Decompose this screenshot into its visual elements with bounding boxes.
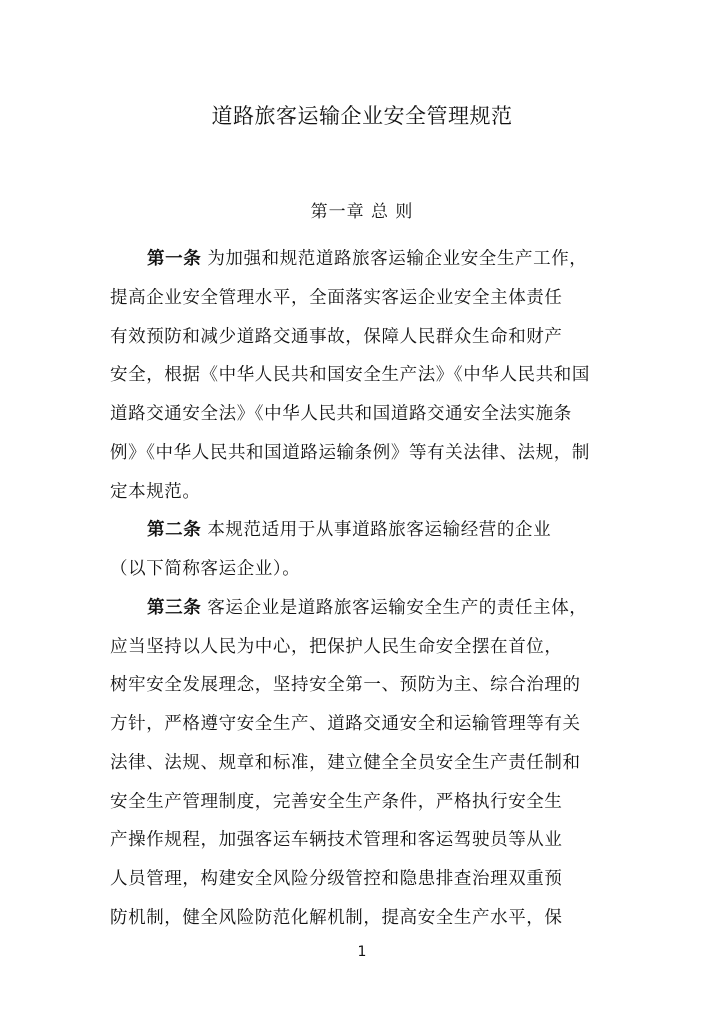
article-3-line-5: 法律、法规、规章和标准，建立健全全员安全生产责任制和 — [110, 752, 581, 773]
page-number: 1 — [357, 944, 367, 960]
article-3-line-7: 产操作规程，加强客运车辆技术管理和客运驾驶员等从业 — [110, 830, 563, 851]
article-1-line-6: 例》《中华人民共和国道路运输条例》等有关法律、法规，制 — [110, 442, 590, 463]
article-1-line-5: 道路交通安全法》《中华人民共和国道路交通安全法实施条 — [110, 404, 572, 424]
body-text — [110, 240, 625, 938]
article-2-label: 第二条 — [147, 520, 202, 541]
article-3-line-3: 树牢安全发展理念，坚持安全第一、预防为主、综合治理的 — [110, 675, 581, 696]
article-3-line-8: 人员管理，构建安全风险分级管控和隐患排查治理双重预 — [110, 869, 563, 889]
article-3-line-2: 应当坚持以人民为中心，把保护人民生命安全摆在首位， — [110, 636, 563, 657]
article-3-line-4: 方针，严格遵守安全生产、道路交通安全和运输管理等有关 — [110, 714, 581, 734]
article-1-label: 第一条 — [147, 249, 202, 269]
article-3-line-1 — [110, 589, 625, 628]
article-1-line-7: 定本规范。 — [110, 481, 201, 502]
chapter-heading: 第一章 总 则 — [310, 202, 414, 222]
article-1-line-4: 安全，根据《中华人民共和国安全生产法》《中华人民共和国 — [110, 365, 590, 386]
article-1-text: 为加强和规范道路旅客运输企业安全生产工作， — [207, 249, 588, 269]
article-3-label: 第三条 — [147, 597, 202, 618]
article-2-line-1 — [110, 511, 625, 550]
article-3-line-6: 安全生产管理制度，完善安全生产条件，严格执行安全生 — [110, 791, 563, 812]
article-1-line-1 — [110, 240, 625, 279]
article-3-text: 客运企业是道路旅客运输安全生产的责任主体， — [207, 597, 588, 618]
document-title: 道路旅客运输企业安全管理规范 — [211, 104, 513, 128]
article-2-text: 本规范适用于从事道路旅客运输经营的企业 — [207, 520, 552, 541]
article-3-line-9: 防机制，健全风险防范化解机制，提高安全生产水平，保 — [110, 907, 563, 928]
article-2-line-2: （以下简称客运企业）。 — [110, 559, 301, 579]
article-1-line-3: 有效预防和减少道路交通事故，保障人民群众生命和财产 — [110, 326, 563, 347]
article-1-line-2: 提高企业安全管理水平，全面落实客运企业安全主体责任 — [110, 287, 563, 308]
